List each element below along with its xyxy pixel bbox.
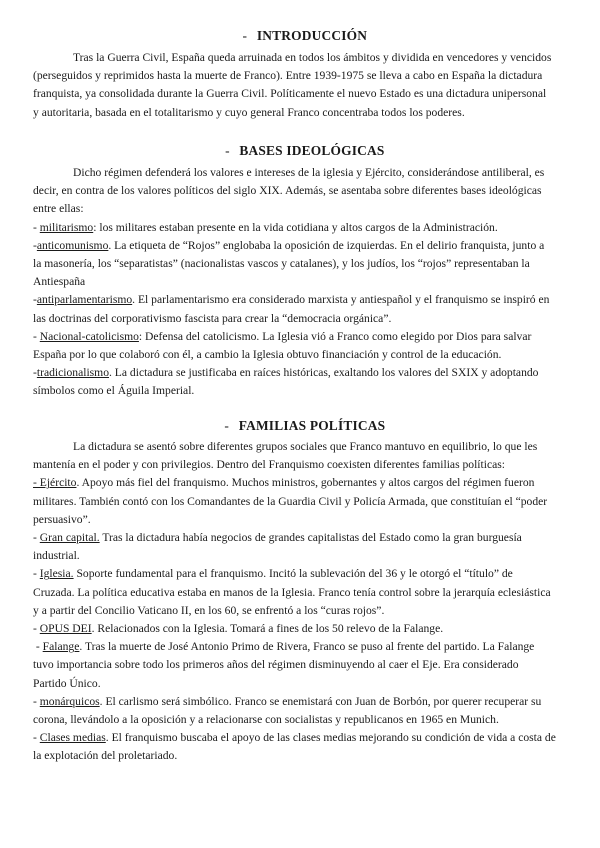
- heading-dash: -: [242, 28, 248, 43]
- term-ejercito: - Ejército: [33, 476, 77, 490]
- list-item-tradicionalismo: -tradicionalismo. La dictadura se justificaba en raíces históricas, exaltando los valores del SXIX y adoptando: [33, 366, 539, 380]
- term-clases-medias: Clases medias: [39, 731, 106, 745]
- heading-dash: -: [225, 143, 230, 158]
- term-tradicionalismo: tradicionalismo: [36, 366, 109, 380]
- heading-dash: -: [224, 418, 230, 433]
- list-item-iglesia: - Iglesia. Soporte fundamental para el franquismo. Incitó la sublevación del 36 y le otorgó el “título” de: [33, 567, 513, 581]
- section-heading-introduccion: - INTRODUCCIÓN: [0, 27, 600, 45]
- list-item-nacional-catolicismo: - Nacional-catolicismo: Defensa del catolicismo. La Iglesia vió a Franco como elegido por Dios para salvar: [33, 329, 532, 343]
- list-item-gran-capital: - Gran capital. Tras la dictadura había negocios de grandes capitalistas del Estado como la gran burguesía: [33, 531, 522, 545]
- list-item-clases-medias: - Clases medias. El franquismo buscaba el apoyo de las clases medias mejorando su condición de vida a costa de: [33, 731, 556, 745]
- bases-paragraph: Dicho régimen defenderá los valores e intereses de la iglesia y Ejército, considerándose antiliberal, es decir, en contra de los valores políticos del siglo XIX. Además, se asentaba sobre diferentes bases ideológicas entre ellas: - militarismo: los militares estaban presente en la vida cotidiana y altos cargos de la Administración. -anticomunismo. La etiqueta de “Rojos” englobaba la oposición de izquierdas. En el delirio franquista, junto a la masonería, los “separatistas” (nacionalistas vascos y catalanes), y los judíos, los “rojos” representaban la Antiespaña -antiparlamentarismo. El parlamentarismo era considerado marxista y antiespañol y el franquismo se inspiró en las doctrinas del corporativismo fascista para crear la “democracia orgánica”. - Nacional-catolicismo: Defensa del catolicismo. La Iglesia vió a Franco como elegido por Dios para salvar España por lo que colaboró con él, a cambio la Iglesia obtuvo financiación y control de la educación. -tradicionalismo. La dictadura se justificaba en raíces históricas, exaltando los valores del SXIX y adoptando símbolos como el Águila Imperial.: [33, 164, 569, 401]
- term-gran-capital: Gran capital.: [39, 531, 100, 545]
- term-monarquicos: monárquicos: [39, 694, 100, 708]
- term-nacional-catolicismo: Nacional-catolicismo: [39, 329, 139, 343]
- list-item-antiparlamentarismo: -antiparlamentarismo. El parlamentarismo era considerado marxista y antiespañol y el franquismo se inspiró en: [33, 293, 550, 307]
- list-item-opus-dei: - OPUS DEI. Relacionados con la Iglesia. Tomará a fines de los 50 relevo de la Falange.: [33, 622, 444, 636]
- term-antiparlamentarismo: antiparlamentarismo: [36, 293, 133, 307]
- section-heading-familias-politicas: - FAMILIAS POLÍTICAS: [0, 417, 600, 435]
- list-item-ejercito: - Ejército. Apoyo más fiel del franquismo. Muchos ministros, gobernantes y altos cargos del régimen fueron: [33, 476, 535, 490]
- familias-paragraph: La dictadura se asentó sobre diferentes grupos sociales que Franco mantuvo en equilibrio, lo que les mantenía en el poder y con privilegios. Dentro del Franquismo coexisten diferentes familias políticas: - Ejército. Apoyo más fiel del franquismo. Muchos ministros, gobernantes y altos cargos del régimen fueron militares. También contó con los Comandantes de la Guardia Civil y Policía Armada, que constituían el “poder persuasivo”. - Gran capital. Tras la dictadura había negocios de grandes capitalistas del Estado como la gran burguesía industrial. - Iglesia. Soporte fundamental para el franquismo. Incitó la sublevación del 36 y le otorgó el “título” de Cruzada. La política educativa estaba en manos de la Iglesia. Franco tenía control sobre la jerarquía eclesiástica y a partir del Concilio Vaticano II, en los 60, se enfrentó a los “curas rojos”. - OPUS DEI. Relacionados con la Iglesia. Tomará a fines de los 50 relevo de la Falange. - Falange. Tras la muerte de José Antonio Primo de Rivera, Franco se puso al frente del partido. La Falange tuvo importancia sobre todo los primeros años del régimen disminuyendo al caer el Eje. Era considerado Partido Único. - monárquicos. El carlismo será simbólico. Franco se enemistará con Juan de Borbón, por querer recuperar su corona, llevándolo a la oposición y a relacionarse con socialistas y republicanos en 1965 en Munich. - Clases medias. El franquismo buscaba el apoyo de las clases medias mejorando su condición de vida a costa de la explotación del proletariado.: [33, 438, 569, 766]
- section-heading-bases-ideologicas: - BASES IDEOLÓGICAS: [0, 142, 600, 160]
- intro-paragraph: Tras la Guerra Civil, España queda arruinada en todos los ámbitos y dividida en vencedores y vencidos (perseguidos y reprimidos hasta la muerte de Franco). Entre 1939-1975 se lleva a cabo en España la dictadura franquista, ya consolidada durante la Guerra Civil. Políticamente el nuevo Estado es una dictadura unipersonal y autoritaria, basada en el totalitarismo y cuyo general Franco concentraba todos los poderes.: [33, 51, 552, 119]
- list-item-militarismo: - militarismo: los militares estaban presente en la vida cotidiana y altos cargos de la Administración.: [33, 220, 498, 234]
- term-militarismo: militarismo: [39, 220, 94, 234]
- term-iglesia: Iglesia.: [39, 567, 74, 581]
- term-opus-dei: OPUS DEI: [39, 622, 92, 636]
- list-item-falange: - Falange. Tras la muerte de José Antonio Primo de Rivera, Franco se puso al frente del partido. La Falange: [33, 640, 535, 654]
- list-item-monarquicos: - monárquicos. El carlismo será simbólico. Franco se enemistará con Juan de Borbón, por querer recuperar su: [33, 694, 542, 708]
- list-item-anticomunismo: -anticomunismo. La etiqueta de “Rojos” englobaba la oposición de izquierdas. En el delirio franquista, junto a: [33, 238, 545, 252]
- term-falange: Falange: [42, 640, 80, 654]
- term-anticomunismo: anticomunismo: [36, 238, 109, 252]
